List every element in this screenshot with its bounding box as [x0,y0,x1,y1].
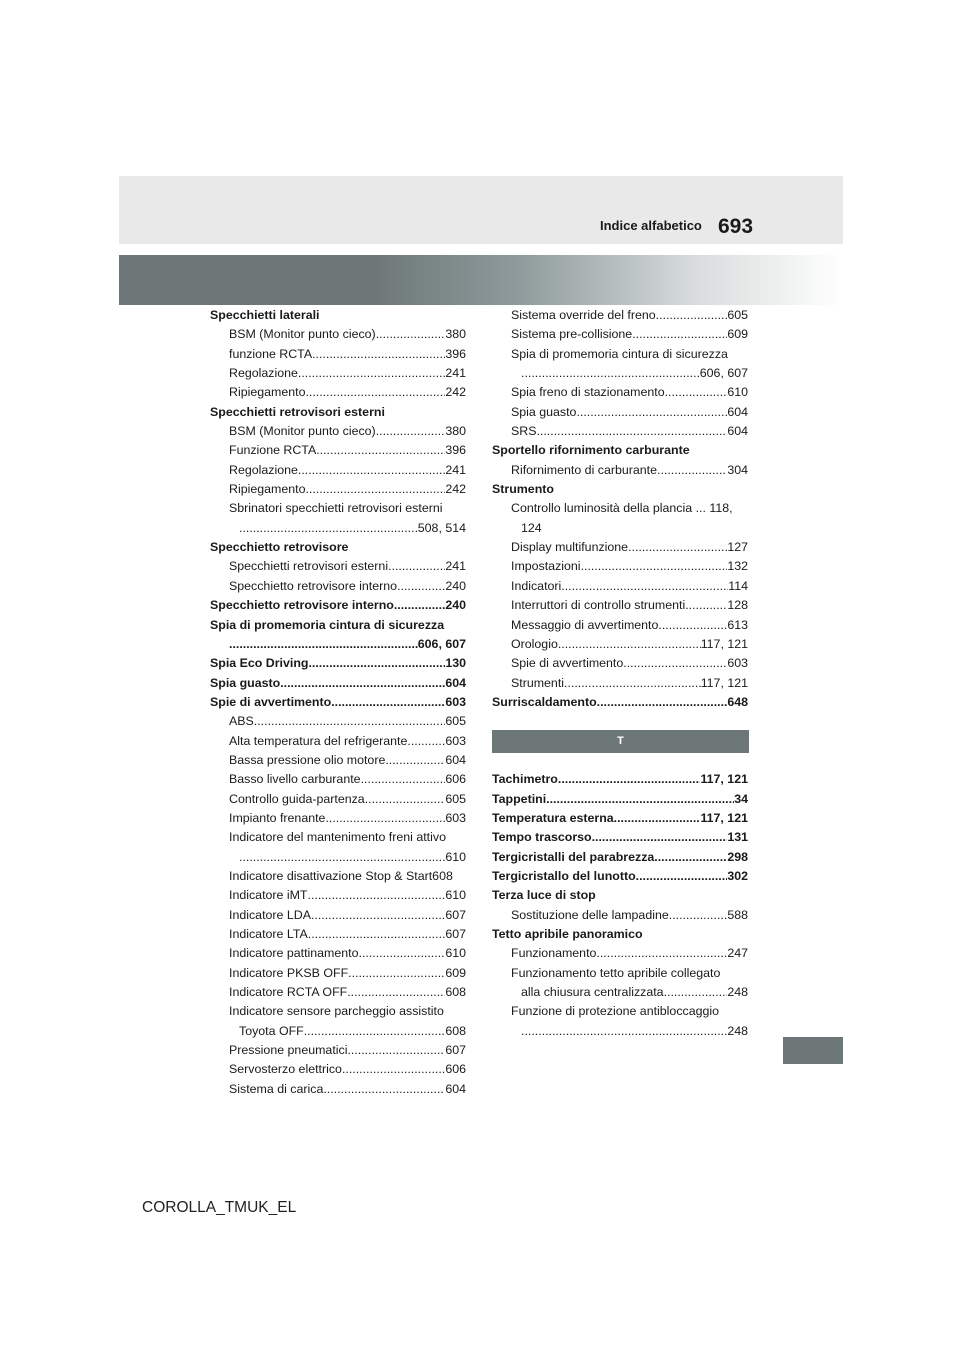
index-subentry [492,325,748,344]
page-reference: 248 [727,985,748,999]
dot-leader [685,596,727,615]
dot-leader [669,906,728,925]
entry-label: Sbrinatori specchietti retrovisori esterni [229,501,443,516]
page-reference: 604 [445,675,466,690]
page-reference: 396 [445,443,466,458]
page-reference: 605 [727,308,748,322]
dot-leader [361,770,446,789]
entry-label: Funzione di protezione antibloccaggio [511,1004,720,1019]
page-reference: 610 [445,849,466,864]
entry-label: Tachimetro [492,772,558,787]
entry-label: Impianto frenante [229,810,326,825]
entry-label: Indicatore sensore parcheggio assistito [229,1004,444,1019]
index-entry [210,306,466,325]
page-number: 693 [718,215,754,238]
entry-label: Pressione pneumatici [229,1043,348,1058]
dot-leader [596,944,727,963]
entry-label: Alta temperatura del refrigerante [229,733,408,748]
entry-label: Indicatore LTA [229,927,308,941]
index-subentry [492,538,748,557]
index-subentry [210,422,466,441]
dot-leader [385,751,445,770]
entry-label: Spia freno di stazionamento [511,385,665,400]
entry-label: ABS [229,714,254,729]
page-reference: 613 [727,617,748,632]
entry-label: Sostituzione delle lampadine [511,907,669,922]
index-subentry [210,770,466,789]
dot-leader [305,383,445,402]
entry-label: Tergicristallo del lunotto [492,868,636,883]
index-subentry [492,944,748,963]
entry-label: Basso livello carburante [229,772,361,787]
index-subentry [210,867,466,886]
page-reference: 605 [445,791,466,806]
dot-leader [311,906,445,925]
page-reference: 607 [445,1043,466,1058]
page-reference: 117, 121 [700,636,748,651]
page-reference: 117, 121 [700,772,748,787]
index-subentry [210,886,466,905]
page-reference: 609 [727,327,748,342]
entry-label: Indicatore disattivazione Stop & Start608 [229,868,453,883]
index-subentry [210,441,466,460]
page-reference: 609 [445,965,466,980]
page-reference: 242 [445,385,466,400]
dot-leader [239,519,418,538]
index-subentry [210,944,466,963]
index-subentry [210,1002,466,1021]
index-entry [492,480,748,499]
dot-leader [298,461,445,480]
entry-label: Regolazione [229,366,298,381]
index-subentry [210,828,466,847]
page-reference: 302 [727,868,748,883]
index-subentry [492,461,748,480]
index-subentry [210,519,466,538]
entry-label: Toyota OFF [239,1023,304,1038]
page-reference: 240 [445,598,466,613]
entry-label: Regolazione [229,462,298,477]
entry-label: Strumenti [511,675,565,690]
index-subentry [492,364,748,383]
index-letter-header: T [492,730,749,753]
page-reference: 603 [445,810,466,825]
entry-label: Funzionamento tetto apribile collegato [511,965,721,980]
entry-label: Ripiegamento [229,385,306,400]
index-subentry [210,809,466,828]
index-column-left [210,306,466,1099]
index-entry [492,693,748,712]
index-subentry [210,906,466,925]
entry-label: Bassa pressione olio motore [229,752,386,767]
dot-leader [254,712,446,731]
entry-label: Sportello rifornimento carburante [492,443,690,458]
entry-label: Impostazioni [511,559,581,574]
page-reference: 605 [445,714,466,729]
index-subentry [210,712,466,731]
page-reference: 610 [445,888,466,903]
dot-leader [365,790,446,809]
index-subentry [210,325,466,344]
entry-label: Indicatori [511,578,562,593]
page-reference: 606 [445,1062,466,1077]
dot-leader [636,867,728,886]
entry-label: Surriscaldamento [492,694,597,709]
page-reference: 588 [727,907,748,922]
entry-label: Spia di promemoria cintura di sicurezza [210,617,445,632]
page-reference: 607 [445,927,466,941]
page-reference: 128 [727,598,748,613]
chapter-thumb-tab [783,1037,843,1064]
index-entry [492,809,748,828]
dot-leader [558,635,701,654]
dot-leader [558,770,701,789]
dot-leader [658,616,727,635]
entry-label: Orologio [511,636,558,651]
index-subentry [210,480,466,499]
index-subentry [210,1080,466,1099]
entry-label: Sistema di carica [229,1081,324,1096]
dot-leader [394,596,445,615]
dot-leader [632,325,727,344]
index-subentry [492,1002,748,1021]
page-reference: 603 [727,656,748,671]
index-entry [210,616,466,635]
page-reference: 396 [445,346,466,361]
index-subentry [492,306,748,325]
entry-label: Specchietto retrovisore interno [210,598,394,613]
index-subentry [492,422,748,441]
entry-label: BSM (Monitor punto cieco) [229,327,376,342]
page-reference: 241 [445,366,466,381]
index-subentry [492,906,748,925]
entry-label: Temperatura esterna [492,810,614,825]
entry-label: Spia guasto [210,675,281,690]
entry-label: Tappetini [492,791,547,806]
entry-label: Indicatore del mantenimento freni attivo [229,830,446,845]
index-subentry [210,635,466,654]
page-reference: 606, 607 [699,366,748,381]
entry-label: Tempo trascorso [492,830,592,845]
dot-leader [561,577,728,596]
page-reference: 34 [734,791,748,806]
index-subentry [492,596,748,615]
page-reference: 610 [445,946,466,961]
dot-leader [536,422,727,441]
dot-leader [331,693,445,712]
index-entry [492,790,748,809]
entry-label: Indicatore iMT [229,888,308,903]
dot-leader [348,964,445,983]
entry-label: Specchietti retrovisori esterni [210,404,385,419]
page-reference: 380 [445,327,466,342]
index-subentry [210,1060,466,1079]
page-reference: 508, 514 [417,520,466,535]
index-subentry [210,577,466,596]
entry-label: Spie di avvertimento [210,694,332,709]
index-entry [210,596,466,615]
index-subentry [210,364,466,383]
dot-leader [308,886,446,905]
dot-leader [342,1060,445,1079]
entry-label: BSM (Monitor punto cieco) [229,424,376,439]
entry-label: Indicatore RCTA OFF [229,985,348,1000]
dot-leader [597,693,728,712]
dot-leader [304,1022,446,1041]
dot-leader [628,538,727,557]
index-subentry [492,383,748,402]
dot-leader [546,790,734,809]
index-entry [210,654,466,673]
page-reference: 608 [445,985,466,1000]
entry-label: Messaggio di avvertimento [511,617,659,632]
index-subentry [492,403,748,422]
dot-leader [239,848,445,867]
dot-leader [359,944,446,963]
entry-label: Specchietto retrovisore [210,540,349,555]
index-subentry [492,654,748,673]
dot-leader [308,654,445,673]
page-reference: 604 [445,752,466,767]
index-entry [210,674,466,693]
dot-leader [229,635,418,654]
page-reference: 127 [727,540,748,555]
index-subentry [210,732,466,751]
index-subentry [492,519,748,538]
index-subentry [210,557,466,576]
dot-leader [325,809,445,828]
page-reference: 608 [445,1023,466,1038]
entry-label: Strumento [492,482,554,497]
page-reference: 241 [445,559,466,574]
dot-leader [347,1041,445,1060]
entry-label: Tergicristalli del parabrezza [492,849,655,864]
dot-leader [376,325,446,344]
entry-label: 124 [521,520,542,535]
page-reference: 607 [445,907,466,922]
entry-label: SRS [511,424,537,439]
index-subentry [210,345,466,364]
entry-label: Sistema override del freno [511,308,656,322]
entry-label: Spia di promemoria cintura di sicurezza [511,346,728,361]
entry-label: Sistema pre-collisione [511,327,633,342]
index-subentry [210,790,466,809]
dot-leader [654,848,727,867]
page-reference: 380 [445,424,466,439]
index-subentry [492,964,748,983]
page-reference: 603 [445,733,466,748]
entry-label: Rifornimento di carburante [511,462,658,477]
entry-label: Ripiegamento [229,482,306,497]
page-reference: 604 [727,424,748,439]
index-entry [492,886,748,905]
index-subentry [492,557,748,576]
page-reference: 648 [727,694,748,709]
index-entry [210,403,466,422]
dot-leader [397,577,445,596]
dot-leader [521,1022,727,1041]
page-reference: 604 [727,404,748,419]
entry-label: Tetto apribile panoramico [492,926,643,941]
index-subentry [492,983,748,1002]
index-subentry [492,577,748,596]
entry-label: Terza luce di stop [492,888,596,903]
page-reference: 604 [445,1081,466,1096]
index-entry [492,441,748,460]
dot-leader [323,1080,445,1099]
page-reference: 241 [445,462,466,477]
dot-leader [388,557,445,576]
entry-label: Specchietti laterali [210,308,320,322]
dot-leader [521,364,700,383]
index-entry [492,867,748,886]
entry-label: Spia Eco Driving [210,656,309,671]
index-entry [210,693,466,712]
entry-label: Indicatore LDA [229,907,311,922]
index-subentry [210,499,466,518]
index-subentry [210,925,466,944]
index-subentry [210,461,466,480]
index-entry [492,925,748,944]
header-gradient-bar [119,255,843,305]
entry-label: Spia guasto [511,404,577,419]
entry-label: funzione RCTA [229,346,313,361]
page-reference: 606, 607 [417,636,466,651]
index-subentry [210,848,466,867]
entry-label: Indicatore pattinamento [229,946,359,961]
page-reference: 132 [727,559,748,574]
dot-leader [376,422,446,441]
dot-leader [665,383,728,402]
page-reference: 130 [445,656,466,671]
page-reference: 247 [727,946,748,961]
entry-label: Controllo luminosità della plancia ... 118, [511,501,733,516]
dot-leader [657,461,727,480]
footer-document-code: COROLLA_TMUK_EL [142,1199,297,1216]
page-reference: 603 [445,694,466,709]
index-entry [492,770,748,789]
dot-leader [656,306,728,325]
index-subentry [210,751,466,770]
dot-leader [664,983,728,1002]
entry-label: Indicatore PKSB OFF [229,965,349,980]
index-subentry [492,674,748,693]
page-reference: 242 [445,482,466,497]
dot-leader [614,809,701,828]
page-reference: 610 [727,385,748,400]
dot-leader [564,674,701,693]
dot-leader [623,654,727,673]
index-subentry [492,616,748,635]
dot-leader [581,557,728,576]
dot-leader [592,828,728,847]
dot-leader [407,732,445,751]
index-column-right [492,306,748,1041]
dot-leader [280,674,445,693]
dot-leader [312,345,445,364]
page-reference: 117, 121 [700,675,748,690]
page-reference: 606 [445,772,466,787]
entry-label: Spie di avvertimento [511,656,624,671]
entry-label: alla chiusura centralizzata [521,985,664,999]
index-entry [210,538,466,557]
page-reference: 298 [727,849,748,864]
index-subentry [492,499,748,518]
page-reference: 248 [727,1023,748,1038]
index-subentry [492,635,748,654]
entry-label: Funzione RCTA [229,443,317,458]
index-subentry [210,383,466,402]
page-reference: 117, 121 [700,810,748,825]
dot-leader [305,480,445,499]
index-subentry [492,1022,748,1041]
index-entry [492,828,748,847]
entry-label: Interruttori di controllo strumenti [511,598,686,613]
dot-leader [298,364,445,383]
page-reference: 131 [727,830,748,845]
dot-leader [308,925,446,944]
section-title: Indice alfabetico [600,218,702,233]
page-reference: 114 [728,578,748,593]
dot-leader [316,441,445,460]
index-subentry [210,983,466,1002]
index-subentry [492,345,748,364]
entry-label: Funzionamento [511,946,597,961]
page-reference: 304 [727,462,748,477]
dot-leader [347,983,445,1002]
entry-label: Specchietti retrovisori esterni [229,559,389,574]
page-reference: 240 [445,578,466,593]
index-entry [492,848,748,867]
dot-leader [576,403,727,422]
index-subentry [210,1041,466,1060]
index-subentry [210,964,466,983]
index-subentry [210,1022,466,1041]
entry-label: Specchietto retrovisore interno [229,578,398,593]
entry-label: Servosterzo elettrico [229,1062,342,1077]
entry-label: Display multifunzione [511,540,629,555]
entry-label: Controllo guida-partenza [229,791,365,806]
